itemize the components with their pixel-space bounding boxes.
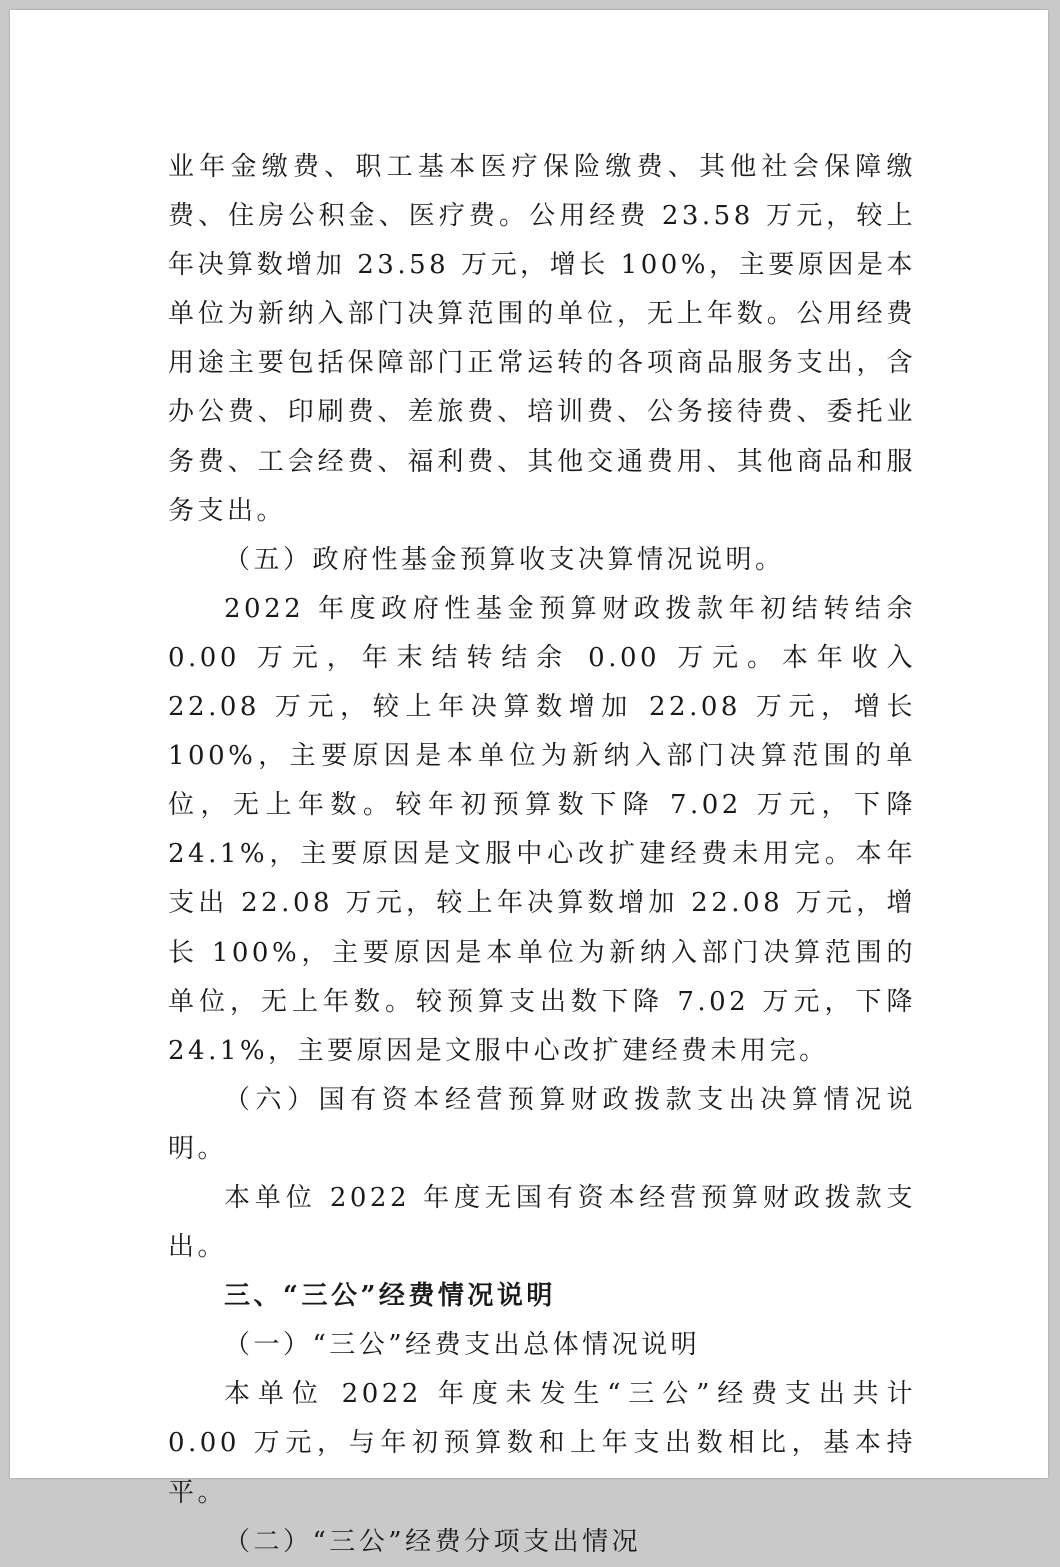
subheading-three-public-itemized: （二）“三公”经费分项支出情况	[224, 1526, 642, 1557]
subheading-three-public-overall: （一）“三公”经费支出总体情况说明	[224, 1330, 701, 1361]
section-heading-three-public-expenses: 三、“三公”经费情况说明	[224, 1281, 556, 1312]
document-page	[10, 10, 1048, 1557]
paragraph-state-capital-budget: 本单位 2022 年度无国有资本经营预算财政拨款支出。	[168, 1182, 916, 1263]
paragraph-three-public-overall: 本单位 2022 年度未发生“三公”经费支出共计 0.00 万元，与年初预算数和上年支出数相比，基本持平。	[168, 1379, 916, 1508]
paragraph-pension-and-public-expenses: 业年金缴费、职工基本医疗保险缴费、其他社会保障缴费、住房公积金、医疗费。公用经费 23.58 万元，较上年决算数增加 23.58 万元，增长 100%，主要原因是本单位为新纳入部门决算范围的单位，无上年数。公用经费用途主要包括保障部门正常运转的各项商品服务支出，含办公费、印刷费、差旅费、培训费、公务接待费、委托业务费、工会经费、福利费、其他交通费用、其他商品和服务支出。	[168, 152, 916, 526]
document-body	[168, 143, 916, 1567]
subheading-government-fund-budget: （五）政府性基金预算收支决算情况说明。	[224, 544, 785, 575]
subheading-state-capital-budget: （六）国有资本经营预算财政拨款支出决算情况说明。	[168, 1084, 916, 1164]
paragraph-government-fund-budget: 2022 年度政府性基金预算财政拨款年初结转结余 0.00 万元，年末结转结余 0.00 万元。本年收入 22.08 万元，较上年决算数增加 22.08 万元，增长 100%，主要原因是本单位为新纳入部门决算范围的单位，无上年数。较年初预算数下降 7.02 万元，下降 24.1%，主要原因是文服中心改扩建经费未用完。本年支出 22.08 万元，较上年决算数增加 22.08 万元，增长 100%，主要原因是本单位为新纳入部门决算范围的单位，无上年数。较预算支出数下降 7.02 万元，下降 24.1%，主要原因是文服中心改扩建经费未用完。	[168, 593, 916, 1066]
